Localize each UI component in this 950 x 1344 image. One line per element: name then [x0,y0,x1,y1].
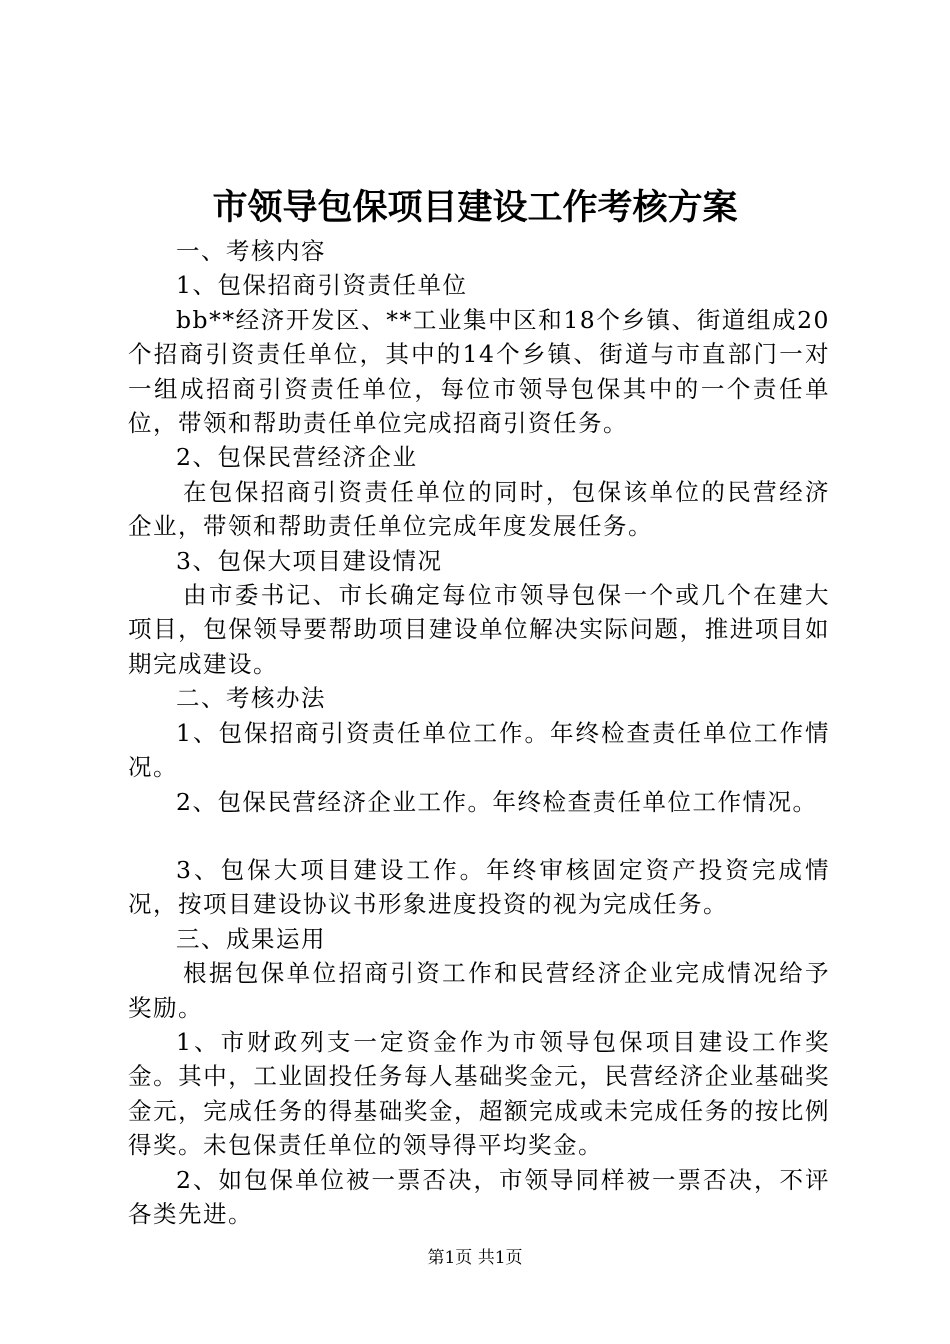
section-heading-3: 三、成果运用 [176,924,326,953]
document-title: 市领导包保项目建设工作考核方案 [212,187,738,228]
paragraph-2-1: 1、包保招商引资责任单位工作。年终检查责任单位工作情况。 [128,718,830,782]
document-body [128,234,830,1231]
paragraph-2-2: 2、包保民营经济企业工作。年终检查责任单位工作情况。 [176,787,818,816]
section-heading-1: 一、考核内容 [176,237,326,265]
subheading-1-2: 2、包保民营经济企业 [176,443,418,472]
paragraph-3-intro: 根据包保单位招商引资工作和民营经济企业完成情况给予奖励。 [128,959,830,1022]
paragraph-2-3: 3、包保大项目建设工作。年终审核固定资产投资完成情况，按项目建设协议书形象进度投资的视为完成任务。 [128,855,830,919]
paragraph-1-3: 由市委书记、市长确定每位市领导包保一个或几个在建大项目，包保领导要帮助项目建设单位解决实际问题，推进项目如期完成建设。 [128,581,830,678]
section-heading-2: 二、考核办法 [176,684,326,713]
paragraph-1-1: bb**经济开发区、**工业集中区和18个乡镇、街道组成20个招商引资责任单位，其中的14个乡镇、街道与市直部门一对一组成招商引资责任单位，每位市领导包保其中的一个责任单位，带领和帮助责任单位完成招商引资任务。 [128,305,830,438]
paragraph-3-2: 2、如包保单位被一票否决，市领导同样被一票否决，不评各类先进。 [128,1165,830,1228]
subheading-1-1: 1、包保招商引资责任单位 [176,271,468,300]
paragraph-1-2: 在包保招商引资责任单位的同时，包保该单位的民营经济企业，带领和帮助责任单位完成年度发展任务。 [128,477,830,541]
subheading-1-3: 3、包保大项目建设情况 [176,546,443,575]
paragraph-3-1: 1、市财政列支一定资金作为市领导包保项目建设工作奖金。其中，工业固投任务每人基础奖金元，民营经济企业基础奖金元，完成任务的得基础奖金，超额完成或未完成任务的按比例得奖。未包保责任单位的领导得平均奖金。 [128,1027,830,1160]
page-footer: 第1页 共1页 [427,1248,523,1268]
